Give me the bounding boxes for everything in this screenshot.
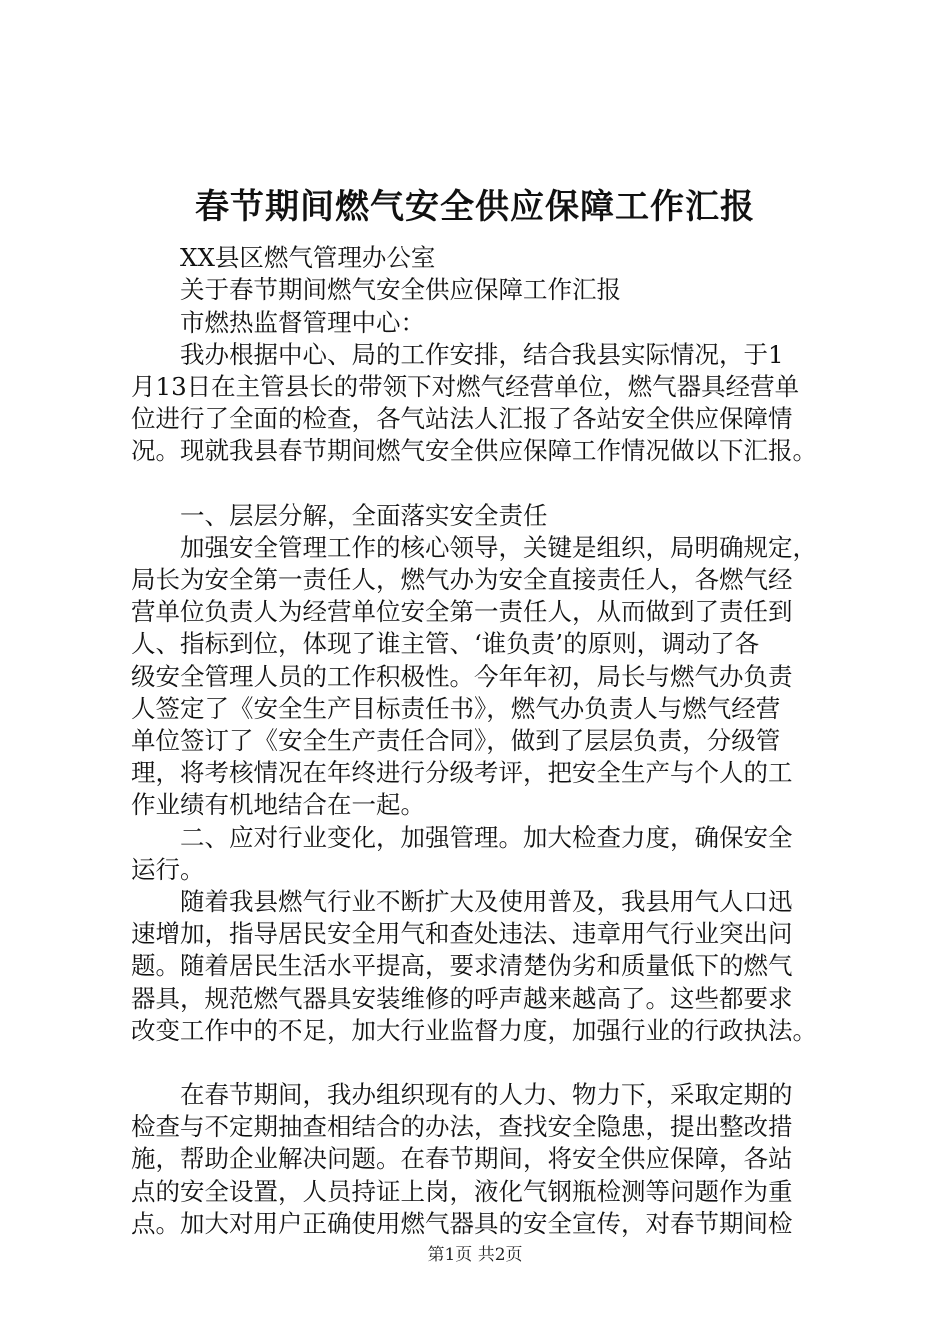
blank-line bbox=[131, 210, 831, 242]
text-line: 施，帮助企业解决问题。在春节期间，将安全供应保障，各站 bbox=[131, 1144, 793, 1174]
text-line: 速增加，指导居民安全用气和查处违法、违章用气行业突出问 bbox=[131, 919, 793, 949]
text-line: 点的安全设置，人员持证上岗，液化气钢瓶检测等问题作为重 bbox=[131, 1176, 793, 1206]
text-line: 我办根据中心、局的工作安排，结合我县实际情况，于1 bbox=[180, 339, 784, 369]
text-line: 检查与不定期抽查相结合的办法，查找安全隐患，提出整改措 bbox=[131, 1112, 793, 1142]
text-line: 运行。 bbox=[131, 854, 205, 884]
text-line: 在春节期间，我办组织现有的人力、物力下，采取定期的 bbox=[180, 1080, 793, 1110]
text-line: 关于春节期间燃气安全供应保障工作汇报 bbox=[180, 275, 621, 305]
text-line: 随着我县燃气行业不断扩大及使用普及，我县用气人口迅 bbox=[180, 886, 793, 916]
text-line: 改变工作中的不足，加大行业监督力度，加强行业的行政执法。 bbox=[131, 1015, 817, 1045]
text-line: 一、层层分解，全面落实安全责任 bbox=[180, 500, 548, 530]
text-line: 加强安全管理工作的核心领导，关键是组织，局明确规定， bbox=[180, 532, 817, 562]
text-line: 营单位负责人为经营单位安全第一责任人，从而做到了责任到 bbox=[131, 597, 793, 627]
text-line: 点。加大对用户正确使用燃气器具的安全宣传，对春节期间检 bbox=[131, 1208, 793, 1238]
page-number-footer: 第1页 共2页 bbox=[427, 1245, 523, 1265]
text-line: 理，将考核情况在年终进行分级考评，把安全生产与个人的工 bbox=[131, 758, 793, 788]
text-line: 级安全管理人员的工作积极性。今年年初，局长与燃气办负责 bbox=[131, 661, 793, 691]
blank-line bbox=[131, 468, 831, 500]
text-line: 人、指标到位，体现了谁主管、‘谁负责’的原则，调动了各 bbox=[131, 629, 760, 659]
text-line: 二、应对行业变化，加强管理。加大检查力度，确保安全 bbox=[180, 822, 793, 852]
text-line: 局长为安全第一责任人，燃气办为安全直接责任人，各燃气经 bbox=[131, 565, 793, 595]
text-line: 位进行了全面的检查，各气站法人汇报了各站安全供应保障情 bbox=[131, 404, 793, 434]
document-body bbox=[131, 210, 831, 1240]
text-line: 作业绩有机地结合在一起。 bbox=[131, 790, 425, 820]
document-title: 春节期间燃气安全供应保障工作汇报 bbox=[195, 187, 755, 227]
text-line: 单位签订了《安全生产责任合同》，做到了层层负责，分级管 bbox=[131, 726, 781, 755]
text-line: 况。现就我县春节期间燃气安全供应保障工作情况做以下汇报。 bbox=[131, 436, 817, 466]
text-line: 市燃热监督管理中心： bbox=[180, 307, 425, 337]
blank-line bbox=[131, 1047, 831, 1079]
text-line: 器具，规范燃气器具安装维修的呼声越来越高了。这些都要求 bbox=[131, 983, 793, 1013]
text-line: XX县区燃气管理办公室 bbox=[180, 243, 436, 273]
text-line: 题。随着居民生活水平提高，要求清楚伪劣和质量低下的燃气 bbox=[131, 951, 793, 981]
text-line: 月13日在主管县长的带领下对燃气经营单位，燃气器具经营单 bbox=[131, 371, 800, 401]
text-line: 人签定了《安全生产目标责任书》，燃气办负责人与燃气经营 bbox=[131, 693, 781, 723]
